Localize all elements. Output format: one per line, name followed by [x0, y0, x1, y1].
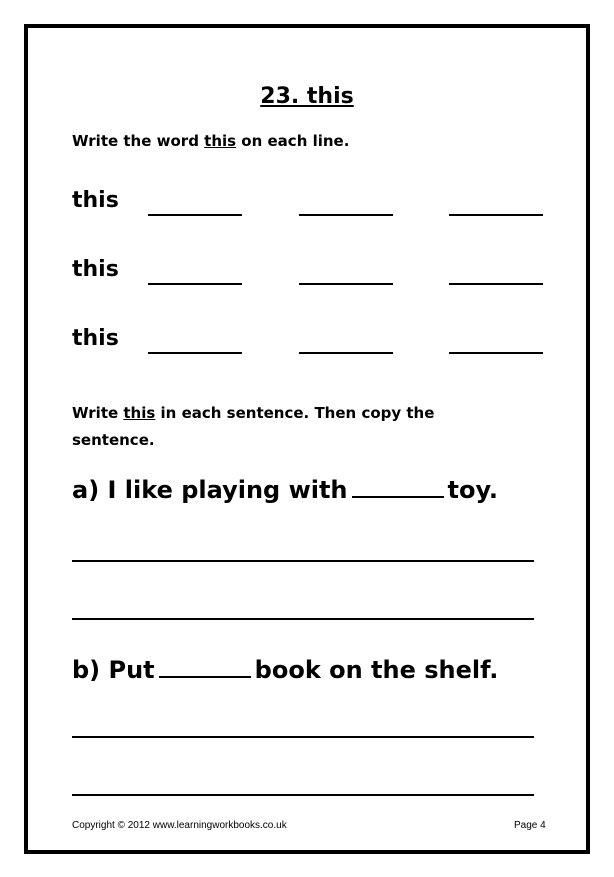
instruction-1-word: this [204, 132, 237, 150]
page-number: Page 4 [514, 820, 546, 831]
writing-line[interactable] [299, 352, 393, 354]
practice-word: this [72, 188, 119, 213]
writing-line[interactable] [299, 283, 393, 285]
instruction-1-after: on each line. [236, 132, 350, 150]
worksheet-page [24, 24, 590, 854]
sentence-a-after: toy. [447, 476, 499, 504]
writing-line[interactable] [449, 283, 543, 285]
instruction-2-after: in each sentence. Then copy the [155, 404, 435, 422]
writing-line[interactable] [449, 352, 543, 354]
practice-word: this [72, 326, 119, 351]
practice-word: this [72, 257, 119, 282]
instruction-line-1 [72, 132, 349, 150]
sentence-b-blank[interactable] [159, 654, 251, 678]
instruction-line-2b: sentence. [72, 431, 155, 449]
sentence-a-before: a) I like playing with [72, 476, 348, 504]
instruction-1-before: Write the word [72, 132, 205, 150]
copy-line[interactable] [72, 736, 534, 738]
sentence-a-blank[interactable] [352, 474, 444, 498]
sentence-b [72, 654, 498, 684]
instruction-line-2 [72, 404, 434, 422]
sentence-b-after: book on the shelf. [254, 656, 499, 684]
copyright-text: Copyright © 2012 www.learningworkbooks.co.uk [72, 820, 287, 831]
writing-line[interactable] [299, 214, 393, 216]
instruction-2-word: this [123, 404, 156, 422]
copy-line[interactable] [72, 618, 534, 620]
copy-line[interactable] [72, 560, 534, 562]
sentence-a [72, 474, 498, 504]
writing-line[interactable] [148, 214, 242, 216]
writing-line[interactable] [449, 214, 543, 216]
writing-line[interactable] [148, 283, 242, 285]
copy-line[interactable] [72, 794, 534, 796]
sentence-b-before: b) Put [72, 656, 155, 684]
writing-line[interactable] [148, 352, 242, 354]
worksheet-title: 23. this [260, 84, 354, 109]
instruction-2-before: Write [72, 404, 124, 422]
